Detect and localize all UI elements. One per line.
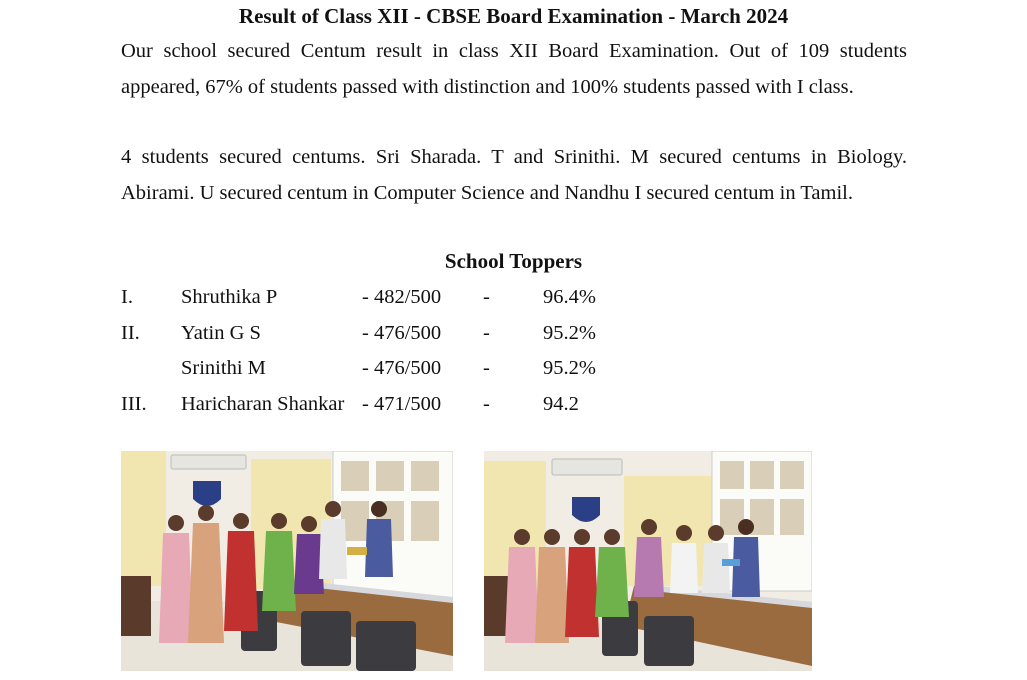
- topper-separator: -: [483, 392, 490, 415]
- topper-row: [121, 387, 721, 423]
- topper-separator: -: [483, 321, 490, 344]
- photo-felicitation-1: [121, 451, 453, 671]
- topper-score: - 476/500: [362, 321, 442, 344]
- toppers-heading: School Toppers: [444, 249, 583, 273]
- topper-rank: III.: [121, 392, 147, 415]
- topper-name: Haricharan Shankar: [181, 392, 345, 415]
- topper-row: [121, 316, 721, 352]
- page-title: Result of Class XII - CBSE Board Examination - March 2024: [238, 4, 789, 28]
- topper-name: Shruthika P: [181, 286, 278, 308]
- topper-rank: I.: [121, 286, 133, 308]
- topper-score: - 471/500: [362, 392, 442, 415]
- centum-paragraph: 4 students secured centums. Sri Sharada. T and Srinithi. M secured centums in Biology. Abirami. U secured centum in Computer Science and Nandhu I secured centum in Tamil.: [121, 146, 907, 204]
- topper-percent: 95.2%: [543, 321, 596, 344]
- topper-percent: 94.2: [543, 392, 579, 415]
- topper-percent: 95.2%: [543, 357, 596, 379]
- result-summary-paragraph: Our school secured Centum result in class XII Board Examination. Out of 109 students appeared, 67% of students passed with distinction and 100% students passed with I class.: [121, 40, 907, 98]
- topper-rank: II.: [121, 321, 140, 344]
- topper-separator: -: [483, 286, 490, 308]
- topper-separator: -: [483, 357, 490, 379]
- photo-felicitation-2: [484, 451, 812, 671]
- topper-name: Yatin G S: [181, 321, 261, 344]
- topper-row: [121, 351, 721, 387]
- topper-name: Srinithi M: [181, 357, 266, 379]
- topper-percent: 96.4%: [543, 286, 596, 308]
- topper-row: [121, 280, 721, 316]
- topper-score: - 482/500: [362, 286, 442, 308]
- toppers-list: [121, 280, 721, 422]
- topper-score: - 476/500: [362, 357, 442, 379]
